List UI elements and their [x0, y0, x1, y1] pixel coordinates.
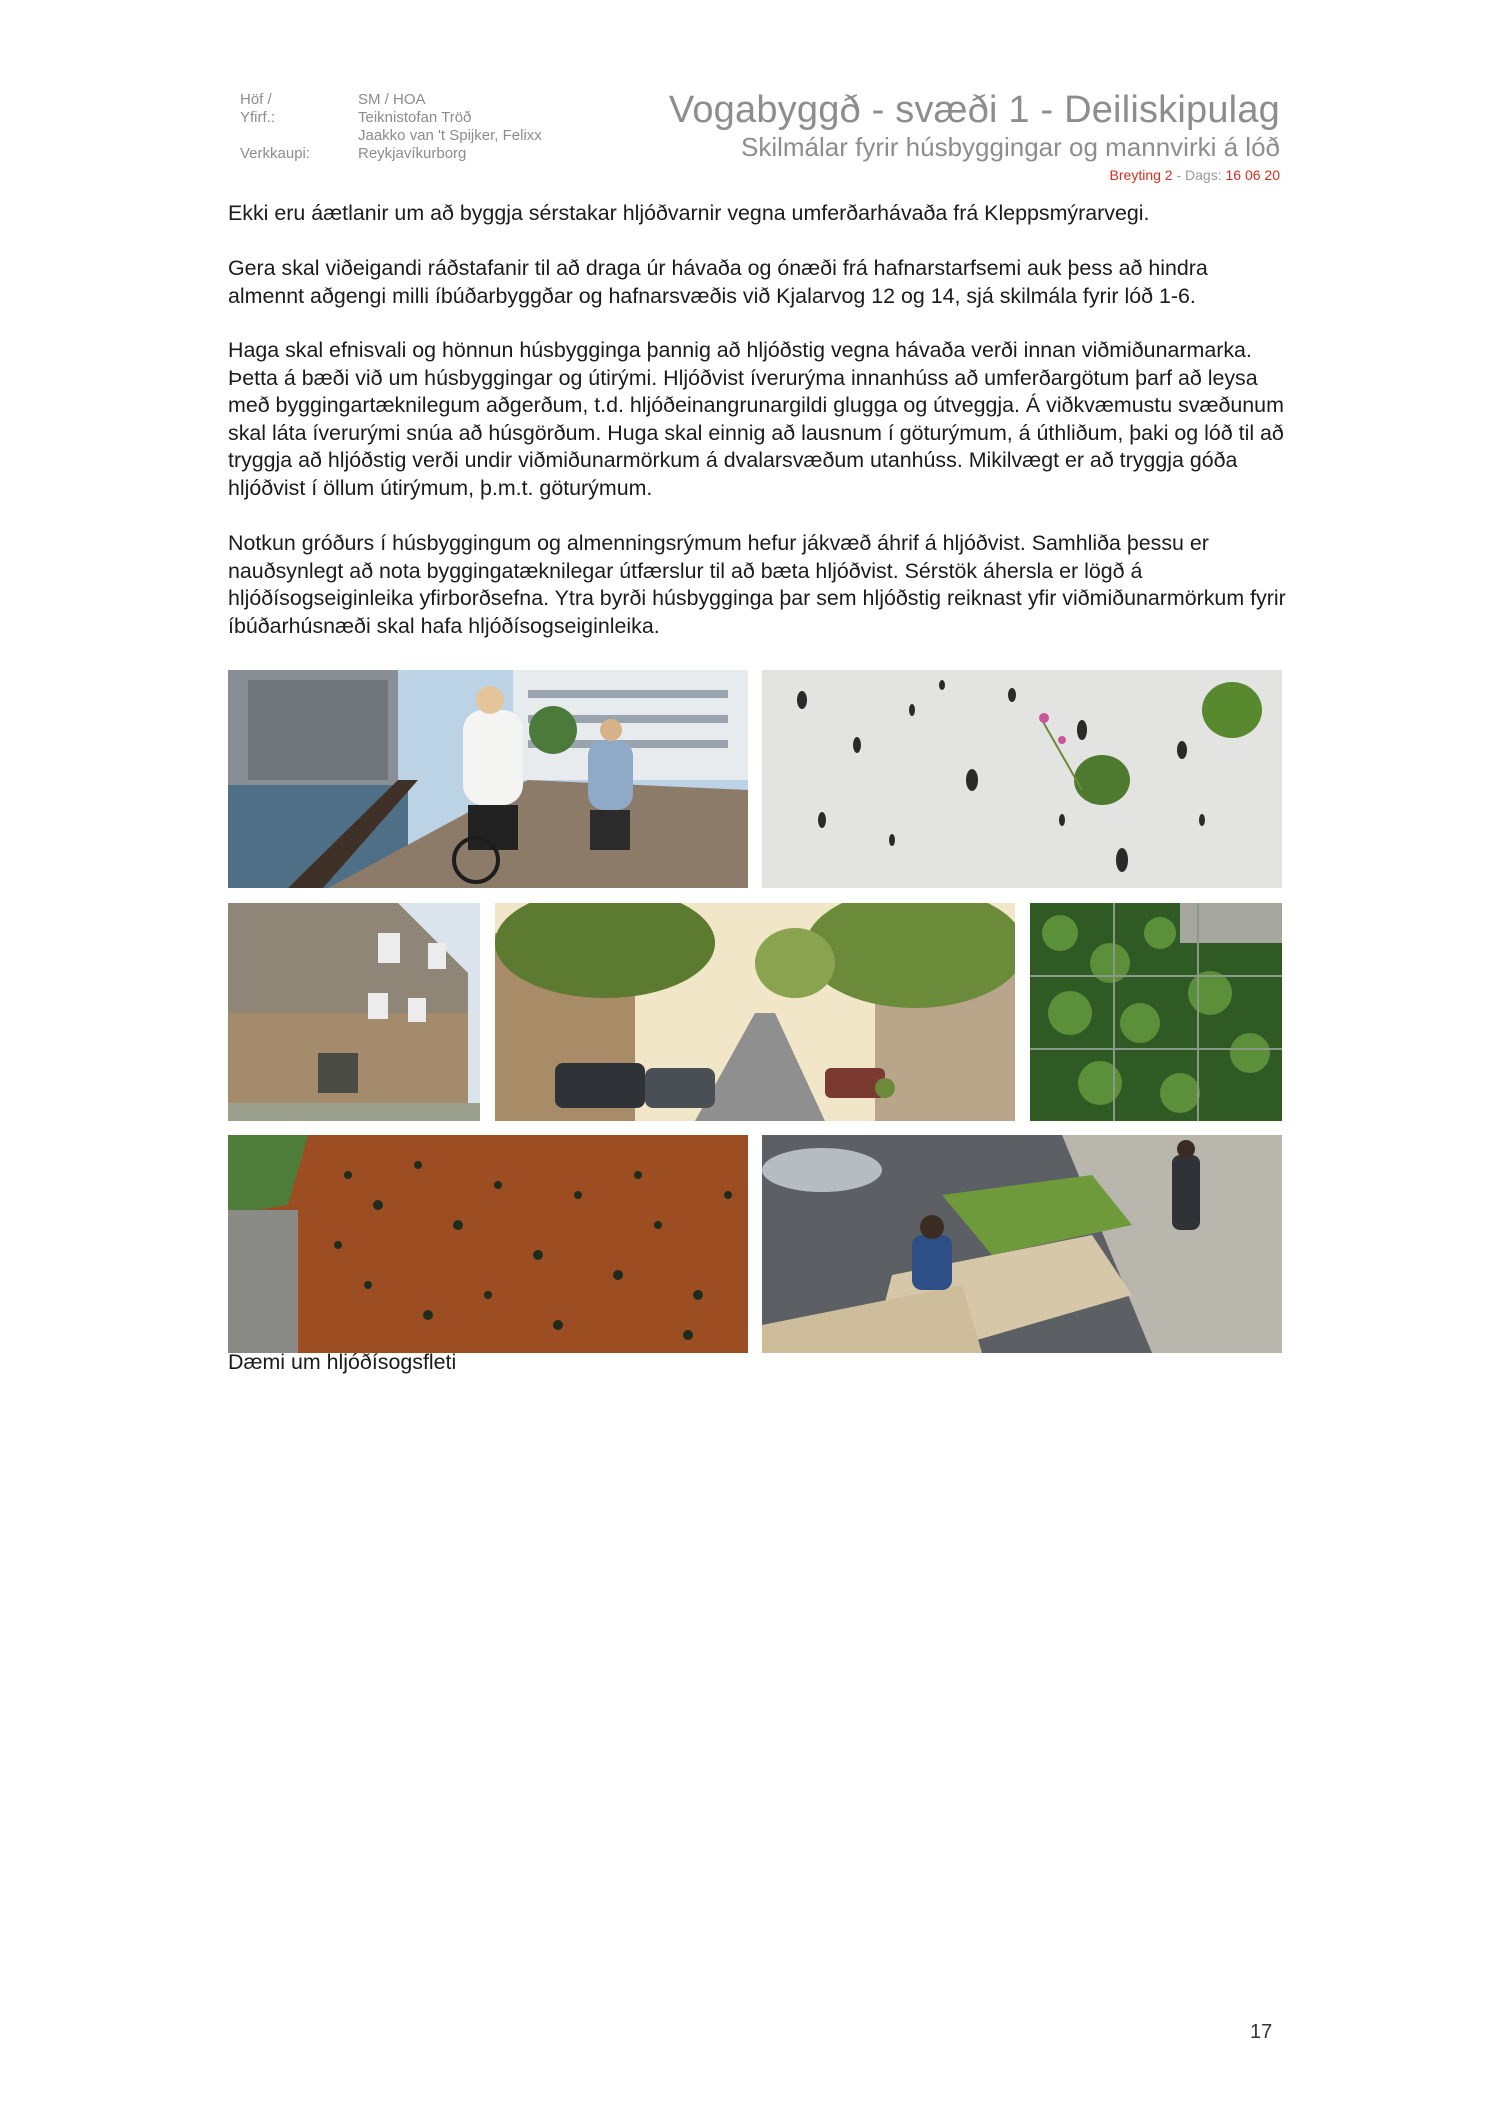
- document-title: Vogabyggð - svæði 1 - Deiliskipulag: [668, 89, 1280, 131]
- photo-tree-lined-street: [495, 903, 1015, 1121]
- author-line: Jaakko van 't Spijker, Felixx: [358, 127, 542, 144]
- client-name: Reykjavíkurborg: [358, 145, 467, 162]
- photo-perforated-wall-plants: [762, 670, 1282, 888]
- date-value: 16 06 20: [1225, 167, 1280, 183]
- meta-values: [358, 91, 542, 163]
- paragraph: Gera skal viðeigandi ráðstafanir til að draga úr hávaða og ónæði frá hafnarstarfsemi auk þess að hindra almennt aðgengi milli íbúðarbyggðar og hafnarsvæðis við Kjalarvog 12 og 14, sjá skilmála fyrir lóð 1-6.: [228, 256, 1208, 308]
- photo-ivy-green-wall: [1030, 903, 1282, 1121]
- author-line: SM / HOA: [358, 91, 426, 108]
- author-line: Teiknistofan Tröð: [358, 109, 472, 126]
- paragraph: Notkun gróðurs í húsbyggingum og almenningsrýmum hefur jákvæð áhrif á hljóðvist. Samhliða þessu er nauðsynlegt að nota byggingatæknilegar útfærslur til að bæta hljóðvist. Sérstök áhersla er lögð á hljóðísogseiginleika yfirborðsefna. Ytra byrði húsbygginga þar sem hljóðstig reiknast yfir viðmiðunarmörkum fyrir íbúðarhúsnæði skal hafa hljóðísogseiginleika.: [228, 531, 1286, 638]
- client-label: Verkkaupi:: [240, 145, 311, 162]
- figure-caption: Dæmi um hljóðísogsfleti: [228, 1350, 457, 1374]
- revision-label: Breyting 2: [1109, 167, 1173, 183]
- photo-corten-perforated-wall: [228, 1135, 748, 1353]
- date-prefix: - Dags:: [1176, 167, 1222, 183]
- photo-timber-facade-building: [228, 903, 480, 1121]
- paragraph: Ekki eru áætlanir um að byggja sérstakar hljóðvarnir vegna umferðarhávaða frá Kleppsmýrarvegi.: [228, 201, 1150, 225]
- author-label: Höf / Yfirf.:: [240, 91, 276, 126]
- paragraph: Haga skal efnisvali og hönnun húsbygginga þannig að hljóðstig vegna hávaða verði innan viðmiðunarmarka. Þetta á bæði við um húsbyggingar og útirými. Hljóðvist íverurýma innanhúss að umferðargötum þarf að leysa með byggingartæknilegum aðgerðum, t.d. hljóðeinangrunargildi glugga og útveggja. Á viðkvæmustu svæðunum skal láta íverurými snúa að húsgörðum. Huga skal einnig að lausnum í göturýmum, á úthliðum, þaki og lóð til að tryggja að hljóðstig verði undir viðmiðunarmörkum á dvalarsvæðum utanhúss. Mikilvægt er að tryggja góða hljóðvist í öllum útirýmum, þ.m.t. göturýmum.: [228, 338, 1284, 500]
- photo-harbor-bridge-cyclists: [228, 670, 748, 888]
- revision-line: [669, 164, 1280, 186]
- page-number: 17: [1250, 2021, 1273, 2043]
- title-block: [669, 88, 1280, 186]
- document-subtitle: Skilmálar fyrir húsbyggingar og mannvirki á lóð: [740, 132, 1280, 162]
- photo-street-seating-planter: [762, 1135, 1282, 1353]
